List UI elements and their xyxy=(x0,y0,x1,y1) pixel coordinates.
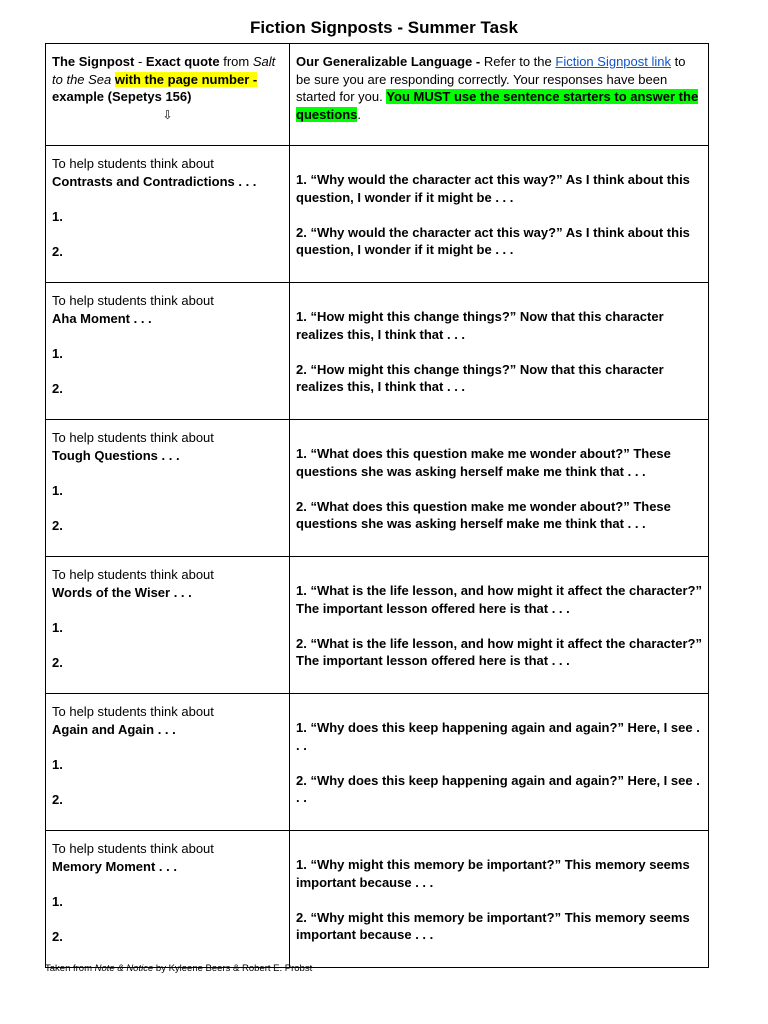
footer-text-2: by Kyleene Beers & Robert E. Probst xyxy=(153,963,313,974)
signpost-name: Contrasts and Contradictions . . . xyxy=(52,173,257,189)
table-row xyxy=(46,283,709,420)
sentence-starter-2: 2. “What is the life lesson, and how might it affect the character?” The important lesson offered here is that . . . xyxy=(296,635,702,668)
prompt-cell xyxy=(290,557,709,694)
signpost-name: Memory Moment . . . xyxy=(52,858,177,874)
footer-book-title: Note & Notice xyxy=(94,963,154,974)
sentence-starter-2: 2. “What does this question make me wonder about?” These questions she was asking herself make me think that . . . xyxy=(296,498,671,531)
quote-number-1: 1. xyxy=(52,619,63,635)
sentence-starter-2: 2. “Why would the character act this way?” As I think about this question, I wonder if it might be . . . xyxy=(296,224,690,257)
signpost-name: Tough Questions . . . xyxy=(52,447,180,463)
prompt-cell xyxy=(290,283,709,420)
footer-text-1: Taken from xyxy=(45,963,95,974)
signpost-cell xyxy=(46,557,290,694)
source-citation xyxy=(45,963,312,974)
quote-number-2: 2. xyxy=(52,380,63,396)
quote-number-2: 2. xyxy=(52,791,63,807)
header-instructions-2: to be sure you are responding correctly. Your responses have been started for you. xyxy=(296,54,686,104)
down-arrow-icon: ⇩ xyxy=(162,107,173,122)
signpost-name: Words of the Wiser . . . xyxy=(52,584,192,600)
header-from: from xyxy=(219,54,253,69)
row-intro: To help students think about xyxy=(52,567,214,582)
quote-number-1: 1. xyxy=(52,208,63,224)
signpost-name: Aha Moment . . . xyxy=(52,310,152,326)
table-row xyxy=(46,694,709,831)
quote-number-2: 2. xyxy=(52,654,63,670)
header-language-cell xyxy=(290,44,709,146)
table-row xyxy=(46,420,709,557)
row-intro: To help students think about xyxy=(52,704,214,719)
quote-number-1: 1. xyxy=(52,345,63,361)
header-must-highlight: You MUST use the sentence starters to answer the questions xyxy=(296,89,699,122)
header-period: . xyxy=(357,106,362,122)
header-signpost-label: The Signpost xyxy=(52,54,135,69)
row-intro: To help students think about xyxy=(52,293,214,308)
row-intro: To help students think about xyxy=(52,430,214,445)
prompt-cell xyxy=(290,831,709,968)
quote-number-1: 1. xyxy=(52,893,63,909)
header-dash: - xyxy=(134,54,146,69)
table-row xyxy=(46,557,709,694)
signpost-cell xyxy=(46,694,290,831)
fiction-signpost-link[interactable]: Fiction Signpost link xyxy=(555,54,671,69)
quote-number-2: 2. xyxy=(52,243,63,259)
sentence-starter-1: 1. “Why might this memory be important?” This memory seems important because . . . xyxy=(296,857,690,890)
sentence-starter-1: 1. “What is the life lesson, and how might it affect the character?” The important lesson offered here is that . . . xyxy=(296,583,702,616)
signpost-table xyxy=(45,43,709,968)
sentence-starter-1: 1. “Why does this keep happening again and again?” Here, I see . . . xyxy=(296,720,700,753)
header-signpost-cell xyxy=(46,44,290,146)
header-example: example (Sepetys 156) xyxy=(52,89,192,104)
header-book-title: Salt to the Sea xyxy=(52,54,276,87)
signpost-cell xyxy=(46,831,290,968)
prompt-cell xyxy=(290,420,709,557)
signpost-cell xyxy=(46,420,290,557)
table-header-row xyxy=(46,44,709,146)
quote-number-2: 2. xyxy=(52,928,63,944)
signpost-name: Again and Again . . . xyxy=(52,721,176,737)
table-row xyxy=(46,146,709,283)
table-row xyxy=(46,831,709,968)
sentence-starter-1: 1. “How might this change things?” Now that this character realizes this, I think that . . . xyxy=(296,309,664,342)
sentence-starter-2: 2. “Why does this keep happening again and again?” Here, I see . . . xyxy=(296,772,700,805)
sentence-starter-2: 2. “Why might this memory be important?” This memory seems important because . . . xyxy=(296,909,690,942)
header-language-label: Our Generalizable Language - xyxy=(296,54,481,69)
row-intro: To help students think about xyxy=(52,156,214,171)
sentence-starter-2: 2. “How might this change things?” Now that this character realizes this, I think that . . . xyxy=(296,361,664,394)
page-title: Fiction Signposts - Summer Task xyxy=(250,18,518,37)
header-exact-quote: Exact quote xyxy=(145,54,220,69)
header-instructions-1: Refer to the xyxy=(480,54,556,69)
prompt-cell xyxy=(290,694,709,831)
header-page-number-highlight: with the page number - xyxy=(114,71,258,87)
prompt-cell xyxy=(290,146,709,283)
quote-number-2: 2. xyxy=(52,517,63,533)
quote-number-1: 1. xyxy=(52,482,63,498)
signpost-cell xyxy=(46,283,290,420)
sentence-starter-1: 1. “What does this question make me wonder about?” These questions she was asking herself make me think that . . . xyxy=(296,446,671,479)
row-intro: To help students think about xyxy=(52,841,214,856)
sentence-starter-1: 1. “Why would the character act this way?” As I think about this question, I wonder if it might be . . . xyxy=(296,172,690,205)
signpost-cell xyxy=(46,146,290,283)
quote-number-1: 1. xyxy=(52,756,63,772)
